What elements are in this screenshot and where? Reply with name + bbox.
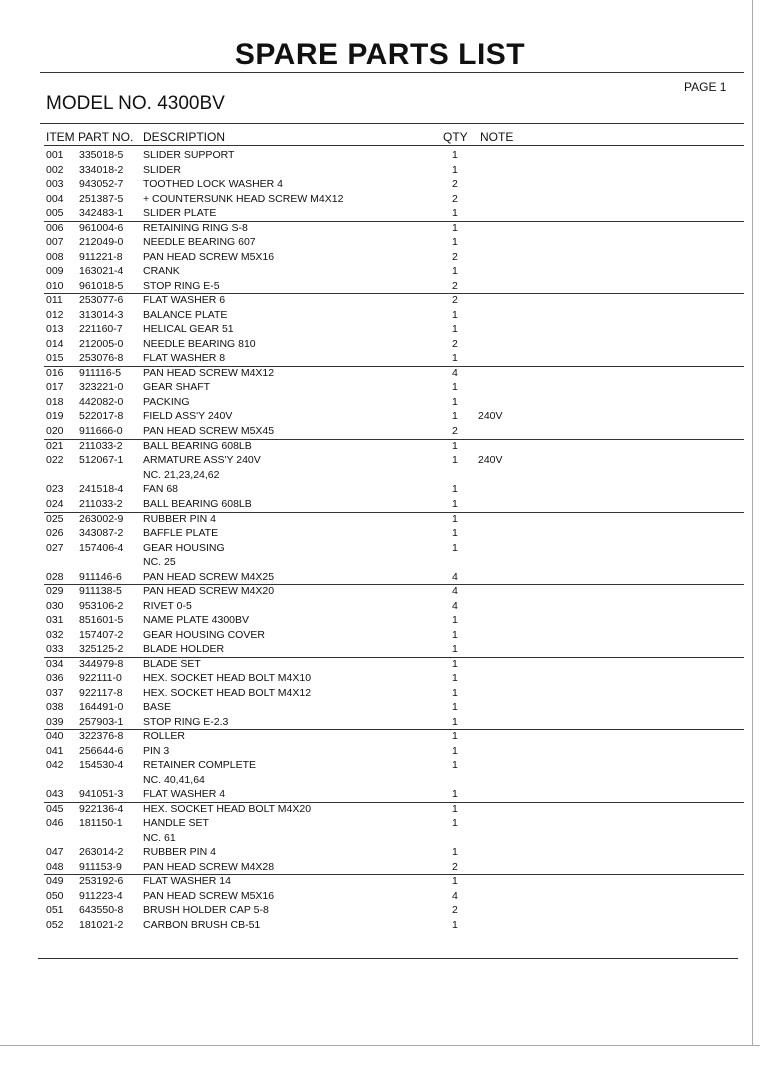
table-row (0, 700, 760, 715)
part-description: RIVET 0-5 (143, 600, 192, 612)
part-description: PAN HEAD SCREW M4X20 (143, 585, 275, 597)
table-row (0, 206, 760, 221)
table-row (0, 439, 760, 454)
item-number: 029 (46, 585, 64, 597)
part-description: NAME PLATE 4300BV (143, 614, 250, 626)
item-number: 017 (46, 381, 64, 393)
part-number: 154530-4 (79, 759, 124, 771)
part-quantity: 1 (452, 716, 458, 728)
part-number: 343087-2 (79, 527, 124, 539)
part-number: 943052-7 (79, 178, 124, 190)
part-number: 851601-5 (79, 614, 124, 626)
part-description: PAN HEAD SCREW M4X28 (143, 861, 275, 873)
part-number: 512067-1 (79, 454, 124, 466)
part-description: HEX. SOCKET HEAD BOLT M4X10 (143, 672, 312, 684)
part-quantity: 1 (452, 919, 458, 931)
item-number: 031 (46, 614, 64, 626)
part-description: PAN HEAD SCREW M4X12 (143, 367, 275, 379)
part-number: 313014-3 (79, 309, 124, 321)
part-description: NEEDLE BEARING 607 (143, 236, 256, 248)
group-separator (44, 802, 744, 803)
table-row (0, 308, 760, 323)
item-number: 047 (46, 846, 64, 858)
part-number: 961018-5 (79, 280, 124, 292)
part-description: PAN HEAD SCREW M4X25 (143, 571, 275, 583)
table-row (0, 686, 760, 701)
part-note: 240V (478, 410, 503, 422)
part-description: RETAINER COMPLETE (143, 759, 256, 771)
part-quantity: 1 (452, 875, 458, 887)
part-number: 325125-2 (79, 643, 124, 655)
part-quantity: 1 (452, 396, 458, 408)
table-row (0, 512, 760, 527)
scan-edge-bottom (0, 1045, 760, 1046)
part-number: 323221-0 (79, 381, 124, 393)
table-row (0, 453, 760, 468)
part-quantity: 1 (452, 207, 458, 219)
part-number: 911223-4 (79, 890, 123, 902)
table-row (0, 845, 760, 860)
part-quantity: 4 (452, 367, 458, 379)
part-quantity: 1 (452, 381, 458, 393)
item-number: 020 (46, 425, 64, 437)
part-description: BASE (143, 701, 172, 713)
table-row (0, 264, 760, 279)
item-number: 023 (46, 483, 64, 495)
part-quantity: 1 (452, 701, 458, 713)
table-row (0, 192, 760, 207)
part-quantity: 1 (452, 803, 458, 815)
part-number: 212005-0 (79, 338, 124, 350)
part-description: HELICAL GEAR 51 (143, 323, 234, 335)
table-row (0, 409, 760, 424)
table-row (0, 482, 760, 497)
part-number: 211033-2 (79, 498, 123, 510)
part-quantity: 2 (452, 861, 458, 873)
part-quantity: 1 (452, 410, 458, 422)
part-quantity: 1 (452, 759, 458, 771)
column-header-item: ITEM (46, 130, 75, 144)
item-number: 042 (46, 759, 64, 771)
table-row (0, 787, 760, 802)
part-number: 911666-0 (79, 425, 123, 437)
table-row (0, 148, 760, 163)
part-quantity: 1 (452, 788, 458, 800)
part-number: 221160-7 (79, 323, 123, 335)
part-quantity: 1 (452, 352, 458, 364)
part-number: 181021-2 (79, 919, 124, 931)
part-quantity: 1 (452, 658, 458, 670)
item-number: 036 (46, 672, 64, 684)
part-number: 344979-8 (79, 658, 124, 670)
table-row (0, 541, 760, 556)
table-row (0, 570, 760, 585)
part-number: 322376-8 (79, 730, 124, 742)
table-row (0, 599, 760, 614)
part-number: 335018-5 (79, 149, 124, 161)
item-number: 021 (46, 440, 64, 452)
part-quantity: 1 (452, 454, 458, 466)
table-row (0, 395, 760, 410)
item-number: 026 (46, 527, 64, 539)
item-number: 009 (46, 265, 64, 277)
item-number: 003 (46, 178, 64, 190)
column-header-note: NOTE (480, 130, 514, 144)
part-description: FLAT WASHER 14 (143, 875, 231, 887)
part-quantity: 2 (452, 294, 458, 306)
item-number: 032 (46, 629, 64, 641)
column-header-part-no: PART NO. (78, 130, 134, 144)
table-row (0, 903, 760, 918)
column-header-qty: QTY (443, 130, 468, 144)
item-number: 024 (46, 498, 64, 510)
table-row (0, 642, 760, 657)
part-number: 157407-2 (79, 629, 124, 641)
part-number: 334018-2 (79, 164, 124, 176)
part-quantity: 2 (452, 904, 458, 916)
item-number: 040 (46, 730, 64, 742)
item-number: 018 (46, 396, 64, 408)
item-number: 046 (46, 817, 64, 829)
table-row (0, 628, 760, 643)
table-row (0, 715, 760, 730)
table-row (0, 671, 760, 686)
item-number: 025 (46, 513, 64, 525)
part-number: 212049-0 (79, 236, 124, 248)
part-number: 253076-8 (79, 352, 124, 364)
part-description: PAN HEAD SCREW M5X16 (143, 251, 275, 263)
table-row (0, 163, 760, 178)
part-quantity: 1 (452, 483, 458, 495)
table-row (0, 366, 760, 381)
part-number: 922136-4 (79, 803, 124, 815)
part-quantity: 1 (452, 440, 458, 452)
page-title: SPARE PARTS LIST (234, 38, 526, 71)
part-number: 263014-2 (79, 846, 124, 858)
part-description: CARBON BRUSH CB-51 (143, 919, 261, 931)
item-number: 038 (46, 701, 64, 713)
part-description: PAN HEAD SCREW M5X45 (143, 425, 275, 437)
item-number: 005 (46, 207, 64, 219)
item-number: 016 (46, 367, 64, 379)
table-row (0, 584, 760, 599)
part-description: SLIDER (143, 164, 181, 176)
not-for-sale-note: NC. 21,23,24,62 (143, 469, 220, 481)
page-number: PAGE 1 (684, 80, 727, 94)
not-for-sale-note: NC. 25 (143, 556, 176, 568)
table-row (0, 744, 760, 759)
part-number: 922117-8 (79, 687, 123, 699)
table-row (0, 889, 760, 904)
table-row (0, 729, 760, 744)
table-row (0, 874, 760, 889)
table-row (0, 279, 760, 294)
not-for-sale-note: NC. 40,41,64 (143, 774, 205, 786)
part-quantity: 1 (452, 149, 458, 161)
part-note: 240V (478, 454, 503, 466)
part-number: 911138-5 (79, 585, 122, 597)
item-number: 008 (46, 251, 64, 263)
item-number: 019 (46, 410, 64, 422)
part-number: 922111-0 (79, 672, 122, 684)
part-quantity: 1 (452, 265, 458, 277)
item-number: 002 (46, 164, 64, 176)
group-separator (44, 657, 744, 658)
part-number: 157406-4 (79, 542, 124, 554)
part-quantity: 1 (452, 164, 458, 176)
part-description: BALL BEARING 608LB (143, 498, 252, 510)
part-quantity: 1 (452, 817, 458, 829)
table-row (0, 293, 760, 308)
item-number: 012 (46, 309, 64, 321)
item-number: 030 (46, 600, 64, 612)
table-row (0, 613, 760, 628)
part-quantity: 2 (452, 280, 458, 292)
table-row (0, 860, 760, 875)
part-description: HEX. SOCKET HEAD BOLT M4X20 (143, 803, 312, 815)
part-description: + COUNTERSUNK HEAD SCREW M4X12 (143, 193, 344, 205)
part-number: 253077-6 (79, 294, 124, 306)
part-description: SLIDER PLATE (143, 207, 217, 219)
part-description: GEAR SHAFT (143, 381, 211, 393)
part-number: 256644-6 (79, 745, 124, 757)
part-number: 961004-6 (79, 222, 124, 234)
item-number: 034 (46, 658, 64, 670)
table-row (0, 351, 760, 366)
part-description: GEAR HOUSING COVER (143, 629, 265, 641)
part-description: BRUSH HOLDER CAP 5-8 (143, 904, 269, 916)
part-description: FLAT WASHER 6 (143, 294, 226, 306)
table-row (0, 177, 760, 192)
part-quantity: 1 (452, 643, 458, 655)
header-rule (44, 145, 744, 146)
part-quantity: 2 (452, 178, 458, 190)
scan-edge-right (752, 0, 753, 1045)
item-number: 001 (46, 149, 64, 161)
part-quantity: 1 (452, 614, 458, 626)
part-quantity: 1 (452, 629, 458, 641)
part-number: 911146-6 (79, 571, 122, 583)
part-quantity: 1 (452, 687, 458, 699)
part-number: 257903-1 (79, 716, 124, 728)
part-description: BAFFLE PLATE (143, 527, 219, 539)
part-quantity: 1 (452, 236, 458, 248)
part-number: 251387-5 (79, 193, 124, 205)
table-row (0, 424, 760, 439)
group-separator (44, 729, 744, 730)
part-quantity: 1 (452, 672, 458, 684)
part-number: 911221-8 (79, 251, 123, 263)
part-number: 911116-5 (79, 367, 122, 379)
part-number: 241518-4 (79, 483, 124, 495)
part-description: HEX. SOCKET HEAD BOLT M4X12 (143, 687, 312, 699)
part-number: 953106-2 (79, 600, 124, 612)
part-description: BLADE HOLDER (143, 643, 225, 655)
part-quantity: 2 (452, 251, 458, 263)
part-description: PIN 3 (143, 745, 170, 757)
part-number: 163021-4 (79, 265, 124, 277)
model-rule (40, 123, 744, 124)
part-description: ARMATURE ASS'Y 240V (143, 454, 261, 466)
part-description: RETAINING RING S-8 (143, 222, 248, 234)
group-separator (44, 293, 744, 294)
title-rule (40, 72, 744, 73)
part-number: 164491-0 (79, 701, 124, 713)
item-number: 048 (46, 861, 64, 873)
part-quantity: 1 (452, 222, 458, 234)
group-separator (44, 512, 744, 513)
part-number: 442082-0 (79, 396, 124, 408)
table-row (0, 221, 760, 236)
part-description: FAN 68 (143, 483, 179, 495)
part-description: ROLLER (143, 730, 186, 742)
table-row (0, 657, 760, 672)
part-description: RUBBER PIN 4 (143, 846, 216, 858)
table-row (0, 497, 760, 512)
part-number: 181150-1 (79, 817, 123, 829)
table-row (0, 758, 760, 773)
column-header-description: DESCRIPTION (143, 130, 226, 144)
part-description: PAN HEAD SCREW M5X16 (143, 890, 275, 902)
part-description: BLADE SET (143, 658, 201, 670)
item-number: 037 (46, 687, 64, 699)
part-number: 941051-3 (79, 788, 124, 800)
part-description: FLAT WASHER 4 (143, 788, 226, 800)
not-for-sale-note: NC. 61 (143, 832, 176, 844)
part-number: 643550-8 (79, 904, 124, 916)
part-description: FLAT WASHER 8 (143, 352, 226, 364)
part-description: GEAR HOUSING (143, 542, 225, 554)
part-number: 253192-6 (79, 875, 124, 887)
part-description: SLIDER SUPPORT (143, 149, 235, 161)
table-row (0, 802, 760, 817)
part-quantity: 1 (452, 527, 458, 539)
table-row (0, 235, 760, 250)
part-description: RUBBER PIN 4 (143, 513, 216, 525)
item-number: 027 (46, 542, 64, 554)
part-quantity: 4 (452, 600, 458, 612)
item-number: 052 (46, 919, 64, 931)
part-quantity: 2 (452, 338, 458, 350)
part-description: HANDLE SET (143, 817, 209, 829)
group-separator (44, 366, 744, 367)
part-description: BALL BEARING 608LB (143, 440, 252, 452)
group-separator (44, 439, 744, 440)
part-description: STOP RING E-5 (143, 280, 220, 292)
part-quantity: 1 (452, 846, 458, 858)
item-number: 007 (46, 236, 64, 248)
item-number: 011 (46, 294, 63, 306)
item-number: 043 (46, 788, 64, 800)
part-description: FIELD ASS'Y 240V (143, 410, 233, 422)
table-row (0, 526, 760, 541)
item-number: 039 (46, 716, 64, 728)
part-quantity: 4 (452, 585, 458, 597)
part-quantity: 1 (452, 323, 458, 335)
part-description: PACKING (143, 396, 190, 408)
part-quantity: 1 (452, 730, 458, 742)
part-quantity: 1 (452, 745, 458, 757)
item-number: 013 (46, 323, 64, 335)
item-number: 028 (46, 571, 64, 583)
part-number: 263002-9 (79, 513, 124, 525)
item-number: 050 (46, 890, 64, 902)
table-row (0, 337, 760, 352)
group-separator (44, 874, 744, 875)
item-number: 041 (46, 745, 64, 757)
part-description: CRANK (143, 265, 180, 277)
part-quantity: 4 (452, 890, 458, 902)
item-number: 033 (46, 643, 64, 655)
item-number: 022 (46, 454, 64, 466)
part-number: 911153-9 (79, 861, 122, 873)
item-number: 049 (46, 875, 64, 887)
table-row (0, 250, 760, 265)
part-quantity: 1 (452, 498, 458, 510)
part-description: TOOTHED LOCK WASHER 4 (143, 178, 284, 190)
model-number: MODEL NO. 4300BV (46, 93, 225, 114)
part-quantity: 2 (452, 193, 458, 205)
item-number: 045 (46, 803, 64, 815)
part-quantity: 1 (452, 542, 458, 554)
item-number: 004 (46, 193, 64, 205)
part-number: 342483-1 (79, 207, 124, 219)
part-quantity: 1 (452, 309, 458, 321)
bottom-rule (38, 958, 738, 959)
item-number: 006 (46, 222, 64, 234)
item-number: 015 (46, 352, 64, 364)
part-description: NEEDLE BEARING 810 (143, 338, 256, 350)
part-quantity: 2 (452, 425, 458, 437)
table-row (0, 380, 760, 395)
group-separator (44, 221, 744, 222)
group-separator (44, 584, 744, 585)
part-number: 211033-2 (79, 440, 123, 452)
part-quantity: 4 (452, 571, 458, 583)
part-quantity: 1 (452, 513, 458, 525)
item-number: 051 (46, 904, 64, 916)
item-number: 010 (46, 280, 64, 292)
part-description: STOP RING E-2.3 (143, 716, 229, 728)
table-row (0, 322, 760, 337)
part-description: BALANCE PLATE (143, 309, 228, 321)
table-row (0, 918, 760, 933)
item-number: 014 (46, 338, 64, 350)
part-number: 522017-8 (79, 410, 124, 422)
table-row (0, 816, 760, 831)
